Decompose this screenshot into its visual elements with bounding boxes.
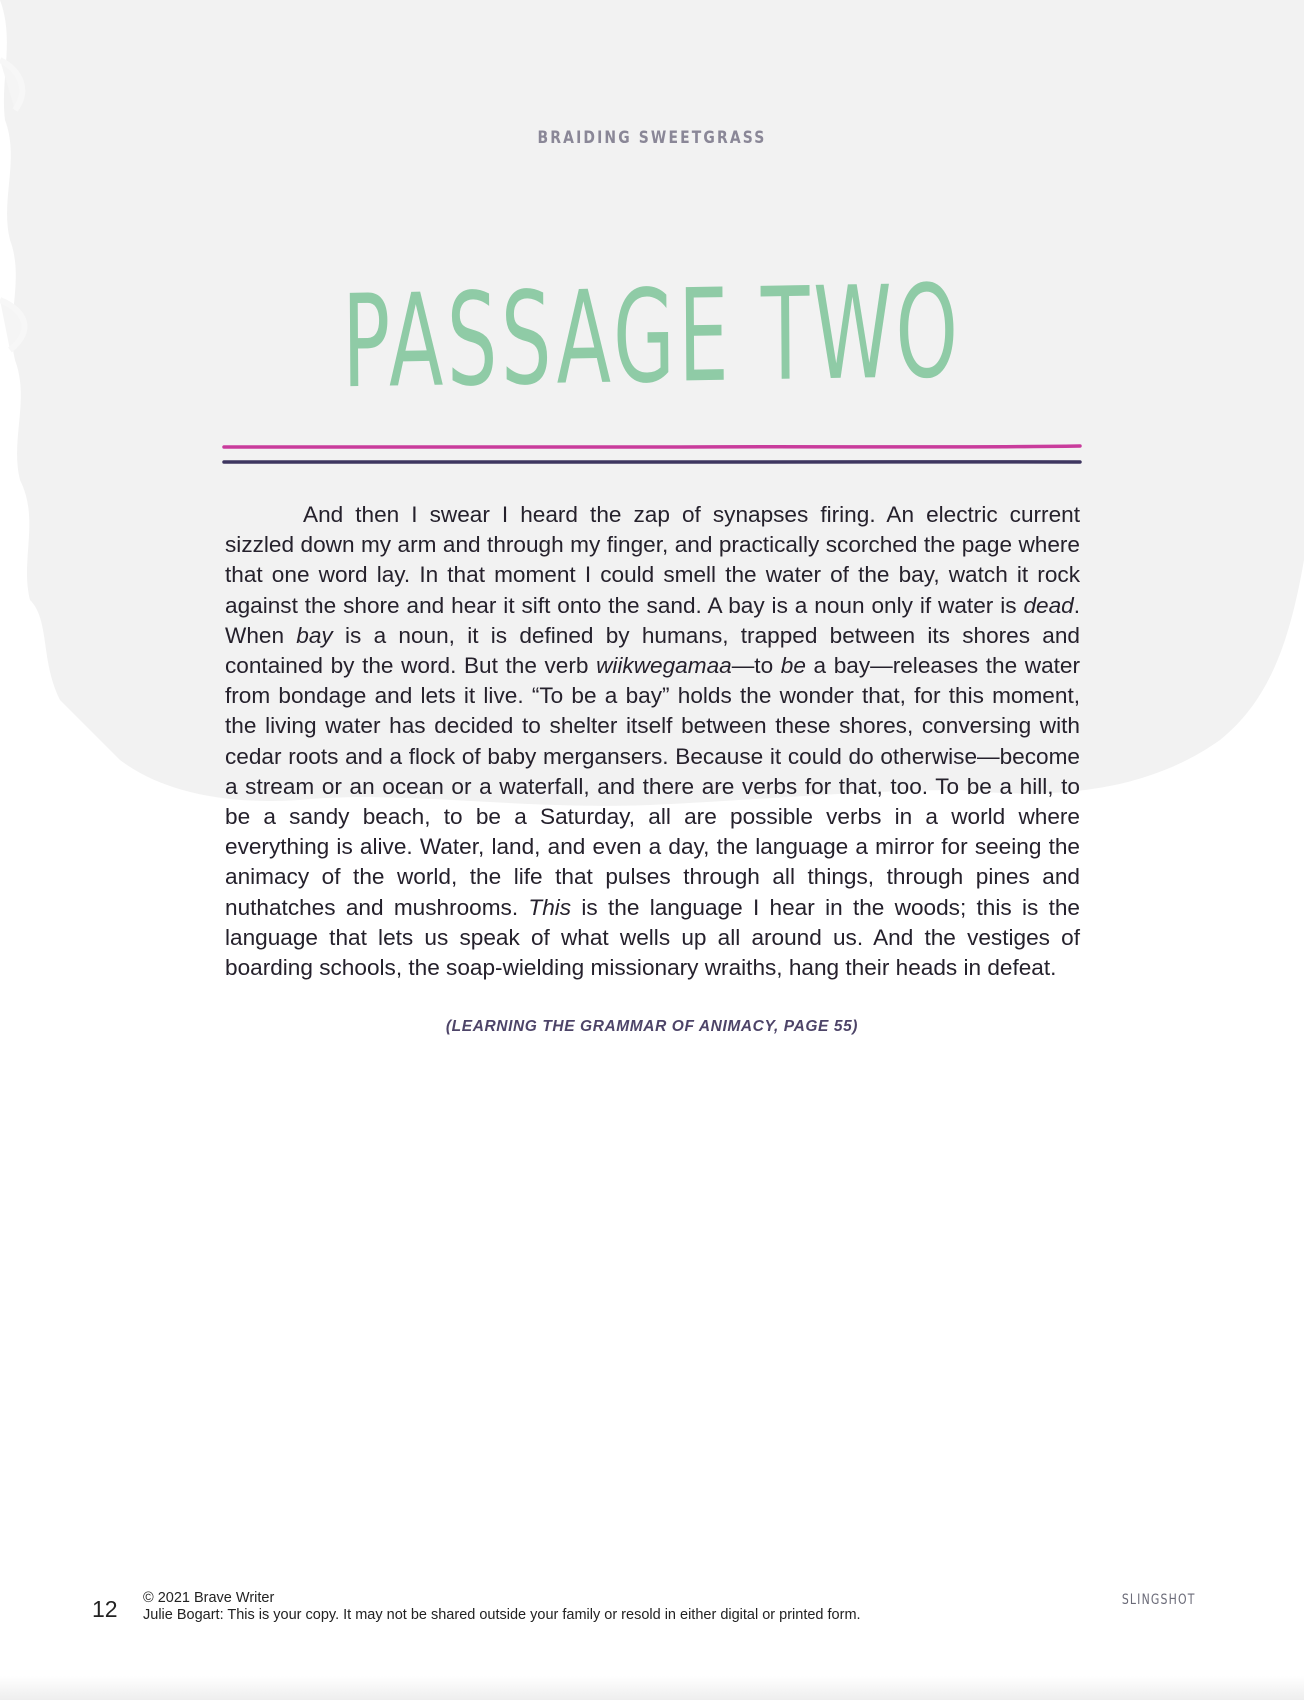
usage-notice: Julie Bogart: This is your copy. It may not be shared outside your family or resold in either digital or printed form.	[143, 1607, 861, 1623]
passage-title: PASSAGE TWO	[341, 257, 963, 418]
brand-logo: SLINGSHOT	[1122, 1592, 1196, 1608]
navy-rule	[224, 462, 1080, 463]
double-rule-divider	[222, 440, 1082, 470]
footer-copyright	[143, 1590, 861, 1624]
magenta-rule	[224, 446, 1080, 447]
passage-paragraph: And then I swear I heard the zap of synapses firing. An electric current sizzled down my arm and through my finger, and practically scorched the page where that one word lay. In that moment I could smell the water of the bay, watch it rock against the shore and hear it sift onto the sand. A bay is a noun only if water is dead. When bay is a noun, it is defined by humans, trapped between its shores and contained by the word. But the verb wiikwegamaa—to be a bay—releases the water from bondage and lets it live. “To be a bay” holds the wonder that, for this moment, the living water has decided to shelter itself between these shores, conversing with cedar roots and a flock of baby mergansers. Because it could do otherwise—become a stream or an ocean or a waterfall, and there are verbs for that, too. To be a hill, to be a sandy beach, to be a Saturday, all are possible verbs in a world where everything is alive. Water, land, and even a day, the language a mirror for seeing the animacy of the world, the life that pulses through all things, through pines and nuthatches and mushrooms. This is the language I hear in the woods; this is the language that lets us speak of what wells up all around us. And the vestiges of boarding schools, the soap-wielding missionary wraiths, hang their heads in defeat.	[225, 502, 1080, 981]
bottom-edge-shadow	[0, 1676, 1304, 1700]
passage-body	[225, 500, 1080, 983]
copyright-line: © 2021 Brave Writer	[143, 1590, 275, 1606]
citation: (LEARNING THE GRAMMAR OF ANIMACY, PAGE 55)	[445, 1018, 859, 1035]
page-number: 12	[92, 1596, 118, 1622]
series-title: BRAIDING SWEETGRASS	[537, 128, 767, 148]
